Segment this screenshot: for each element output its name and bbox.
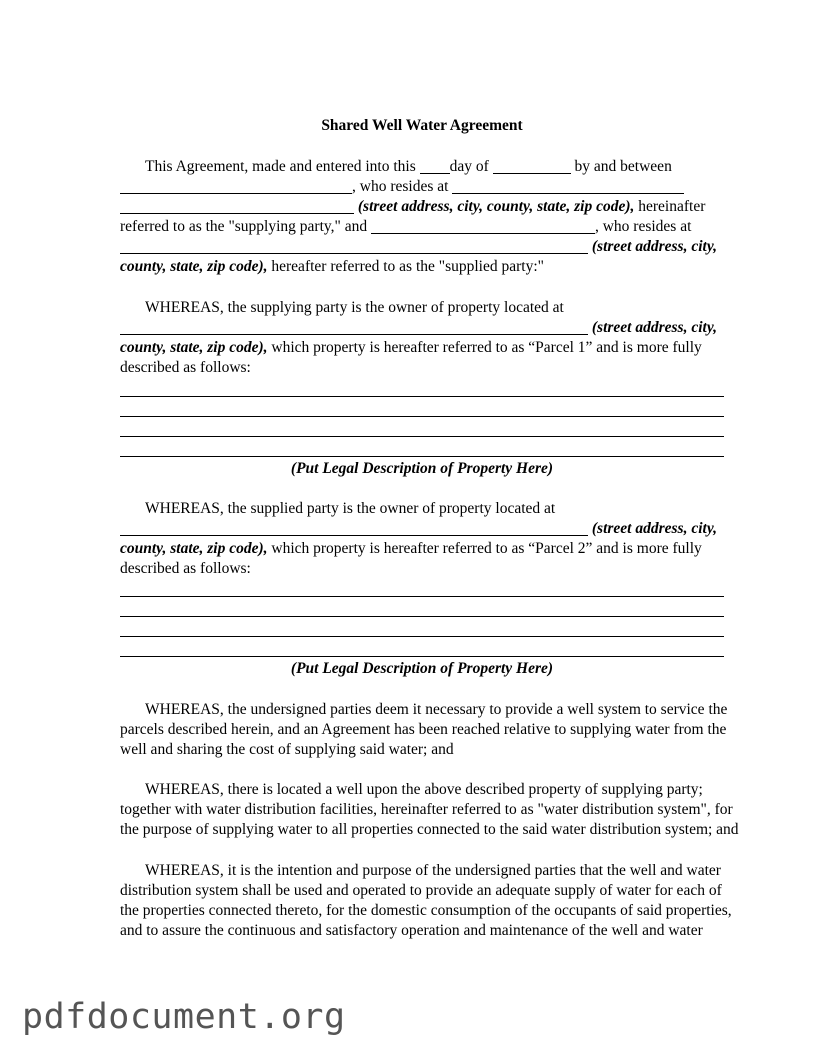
parcel2-line-4: described as follows: bbox=[120, 560, 251, 577]
month-blank[interactable] bbox=[493, 159, 571, 174]
intro-text: referred to as the "supplying party," and bbox=[120, 218, 371, 235]
parcel2-line-3 bbox=[120, 539, 724, 559]
address-hint: county, state, zip code), bbox=[120, 339, 268, 356]
supplied-party-address-blank[interactable] bbox=[120, 239, 588, 254]
watermark-text: pdfdocument.org bbox=[22, 997, 346, 1037]
parcel1-line-1: WHEREAS, the supplying party is the owner of property located at bbox=[145, 299, 564, 316]
supplying-party-name-blank[interactable] bbox=[120, 179, 352, 194]
address-hint: (street address, city, bbox=[588, 238, 717, 255]
whereas-1-line-3: well and sharing the cost of supplying said water; and bbox=[120, 741, 454, 758]
intro-line-2 bbox=[120, 177, 724, 197]
whereas-2-line-2: together with water distribution facilities, hereinafter referred to as "water distribution system", for bbox=[120, 801, 733, 818]
whereas-3-line-2: distribution system shall be used and operated to provide an adequate supply of water for each of bbox=[120, 882, 722, 899]
intro-line-6 bbox=[120, 257, 724, 277]
intro-line-3 bbox=[120, 197, 724, 217]
intro-text: , who resides at bbox=[594, 218, 692, 235]
parcel2-line-2 bbox=[120, 519, 724, 539]
address-hint: (street address, city, county, state, zip code), bbox=[354, 198, 635, 215]
parcel2-description-line[interactable] bbox=[120, 616, 724, 617]
supplying-party-address-blank[interactable] bbox=[452, 179, 684, 194]
address-hint: county, state, zip code), bbox=[120, 540, 268, 557]
parcel1-description-line[interactable] bbox=[120, 396, 724, 397]
whereas-2-line-1: WHEREAS, there is located a well upon the above described property of supplying party; bbox=[145, 781, 703, 798]
intro-text: day of bbox=[449, 158, 493, 175]
parcel2-legal-note: (Put Legal Description of Property Here) bbox=[290, 660, 554, 677]
whereas-3-line-3: the properties connected thereto, for the domestic consumption of the occupants of said properties, bbox=[120, 902, 732, 919]
whereas-3-line-4: and to assure the continuous and satisfactory operation and maintenance of the well and water bbox=[120, 922, 703, 939]
parcel2-line-1: WHEREAS, the supplied party is the owner of property located at bbox=[145, 500, 556, 517]
supplying-party-address-blank-2[interactable] bbox=[120, 199, 354, 214]
parcel1-description-line[interactable] bbox=[120, 456, 724, 457]
parcel1-legal-note: (Put Legal Description of Property Here) bbox=[290, 460, 554, 477]
whereas-2-line-3: the purpose of supplying water to all properties connected to the said water distribution system; and bbox=[120, 821, 739, 838]
parcel2-description-line[interactable] bbox=[120, 656, 724, 657]
parcel1-description-line[interactable] bbox=[120, 436, 724, 437]
intro-line-4 bbox=[120, 217, 724, 237]
address-hint: (street address, city, bbox=[588, 319, 717, 336]
supplied-party-name-blank[interactable] bbox=[371, 219, 595, 234]
whereas-3-line-1: WHEREAS, it is the intention and purpose of the undersigned parties that the well and water bbox=[145, 862, 721, 879]
intro-line-1 bbox=[145, 157, 749, 177]
parcel2-description-line[interactable] bbox=[120, 596, 724, 597]
parcel1-line-3 bbox=[120, 338, 724, 358]
address-hint: county, state, zip code), bbox=[120, 258, 268, 275]
day-blank[interactable] bbox=[420, 159, 450, 174]
intro-text: , who resides at bbox=[352, 178, 453, 195]
parcel2-address-blank[interactable] bbox=[120, 521, 588, 536]
intro-text: This Agreement, made and entered into this bbox=[145, 158, 420, 175]
parcel1-address-blank[interactable] bbox=[120, 320, 588, 335]
intro-line-5 bbox=[120, 237, 724, 257]
parcel1-description-line[interactable] bbox=[120, 416, 724, 417]
parcel1-line-4: described as follows: bbox=[120, 359, 251, 376]
body-text: which property is hereafter referred to as “Parcel 2” and is more fully bbox=[267, 540, 702, 557]
whereas-1-line-1: WHEREAS, the undersigned parties deem it necessary to provide a well system to service the bbox=[145, 701, 728, 718]
document-title: Shared Well Water Agreement bbox=[321, 117, 523, 134]
whereas-1-line-2: parcels described herein, and an Agreement has been reached relative to supplying water from the bbox=[120, 721, 727, 738]
intro-text: hereinafter bbox=[634, 198, 706, 215]
body-text: which property is hereafter referred to as “Parcel 1” and is more fully bbox=[267, 339, 702, 356]
parcel1-line-2 bbox=[120, 318, 724, 338]
parcel2-description-line[interactable] bbox=[120, 636, 724, 637]
intro-text: by and between bbox=[570, 158, 672, 175]
intro-text: hereafter referred to as the "supplied party:" bbox=[267, 258, 544, 275]
address-hint: (street address, city, bbox=[588, 520, 717, 537]
